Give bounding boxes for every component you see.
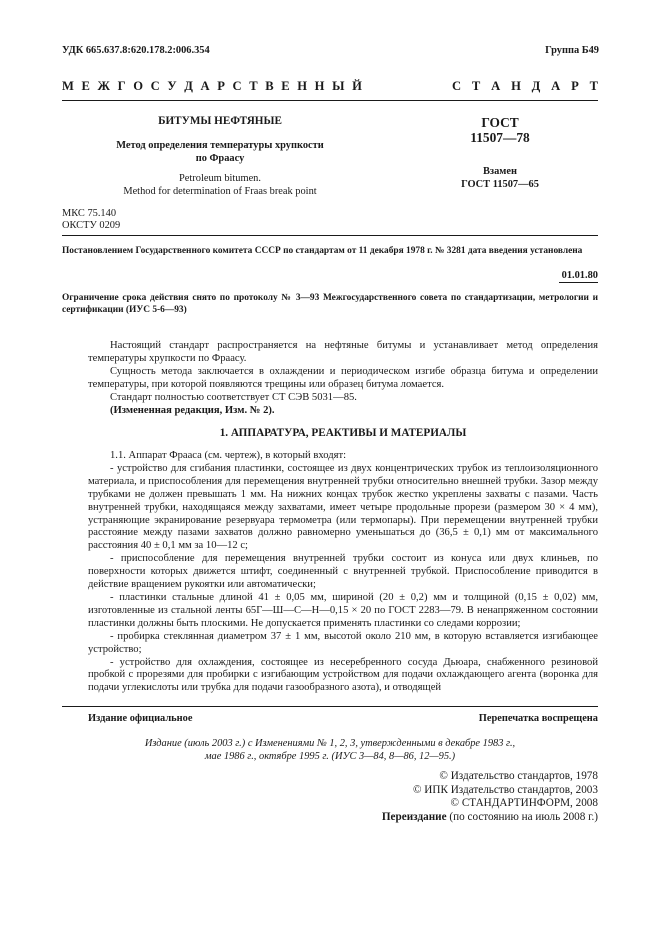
intro-paragraph: Настоящий стандарт распространяется на нефтяные битумы и устанавливает метод определения температуры хрупкости по Фраасу.: [88, 340, 598, 364]
copyright-line: © ИПК Издательство стандартов, 2003: [412, 783, 598, 796]
replaces-standard: Взамен ГОСТ 11507—65: [461, 166, 539, 190]
list-item: - устройство для охлаждения, состоящее из несеребренного сосуда Дьюара, снабженного резиновой пробкой с прорезями для пробирки с изгибающим устройством для подачи охлаждающего агента (воронка для подачи углекислоты или трубка для подачи газообразного азота), и отводящей: [88, 656, 598, 694]
list-item: - пробирка стеклянная диаметром 37 ± 1 мм, высотой около 210 мм, в которую вставляется изгибающее устройство;: [88, 630, 598, 655]
copyright-line: © Издательство стандартов, 1978: [439, 770, 598, 782]
title-divider: [62, 235, 598, 236]
section-heading: 1. АППАРАТУРА, РЕАКТИВЫ И МАТЕРИАЛЫ: [219, 427, 467, 439]
gost-designation: ГОСТ 11507—78: [470, 115, 530, 145]
english-title: Petroleum bitumen. Method for determination of Fraas break point: [123, 173, 317, 197]
decree-text: Постановлением Государственного комитета СССР по стандартам от 11 декабря 1978 г. № 3281 дата введения установлена: [62, 246, 583, 256]
intro-paragraph: Сущность метода заключается в охлаждении и периодическом изгибе образца битума и определении температуры, при которой появляются трещины или образец битума ломается.: [88, 365, 598, 390]
document-subtitle: Метод определения температуры хрупкости по Фраасу: [116, 140, 324, 164]
header-divider: [62, 100, 598, 101]
banner-word-interstate: М Е Ж Г О С У Д А Р С Т В Е Н Н Ы Й: [62, 79, 362, 93]
list-item: - пластинки стальные длиной 41 ± 0,05 мм, шириной (20 ± 0,2) мм и толщиной (0,15 ± 0,02) мм, изготовленные из стальной ленты 65Г—Ш—С—Н—0,15 × 20 по ГОСТ 2283—79. В ненапряженном состоянии пластинки должны быть плоскими. Не допускается применять пластинки со следами коррозии;: [88, 591, 598, 629]
copyright-line: © СТАНДАРТИНФОРМ, 2008: [450, 797, 598, 809]
reprint-notice: Перепечатка воспрещена: [478, 713, 598, 724]
list-item: - приспособление для перемещения внутренней трубки состоит из конуса или двух клиньев, по поверхности которых движется штифт, соединенный с внутренней трубкой. Приспособление приводится в действие вращением рукоятки или автоматически;: [88, 553, 598, 591]
edition-info: Издание (июль 2003 г.) с Изменениями № 1, 2, 3, утвержденными в декабре 1983 г., мае 1986 г., октябре 1995 г. (ИУС 3—84, 8—86, 12—95.): [144, 738, 516, 762]
document-title: БИТУМЫ НЕФТЯНЫЕ: [158, 115, 282, 127]
list-item: - устройство для сгибания пластинки, состоящее из двух концентрических трубок из теплоизоляционного материала, и приспособления для перемещения внутренней трубки относительно внешней трубки. Зазор между трубками не должен превышать 1 мм. На нижних концах трубок жестко укреплены захваты с пазами. Часть внутренней трубки, находящаяся между захватами, имеет четыре продольные прорези (размером 30 × 4 мм), устраняющие экранирование резервуара термометра (или термопары). При перемещении внутренней трубки расстояние между пазами захватов должно равномерно уменьшаться до (36,5 ± 0,1) мм от максимального расстояния 40 ± 0,1 мм за 10—12 с;: [88, 462, 598, 552]
footer-divider: [62, 706, 598, 707]
reissue-line: Переиздание (по состоянию на июль 2008 г.): [381, 810, 598, 823]
clause-1-1: 1.1. Аппарат Фрааса (см. чертеж), в который входят:: [110, 450, 347, 461]
section1-body: [88, 450, 598, 695]
classification-codes: МКС 75.140 ОКСТУ 0209: [62, 208, 121, 231]
limitation-note: Ограничение срока действия снято по протоколу № 3—93 Межгосударственного совета по стандартизации, метрологии и сертификации (ИУС 5-6—93): [62, 293, 598, 315]
introduction-date: 01.01.80: [561, 270, 598, 281]
official-edition-label: Издание официальное: [88, 713, 193, 724]
amendment-note: (Измененная редакция, Изм. № 2).: [110, 404, 275, 416]
udk-code: УДК 665.637.8:620.178.2:006.354: [62, 45, 210, 56]
date-underline: [559, 282, 598, 283]
copyright-block: [382, 770, 598, 824]
intro-paragraph: Стандарт полностью соответствует СТ СЭВ 5031—85.: [110, 391, 357, 403]
intro-section: [88, 340, 598, 417]
banner-word-standard: С Т А Н Д А Р Т: [452, 79, 598, 93]
group-code: Группа Б49: [545, 45, 599, 56]
